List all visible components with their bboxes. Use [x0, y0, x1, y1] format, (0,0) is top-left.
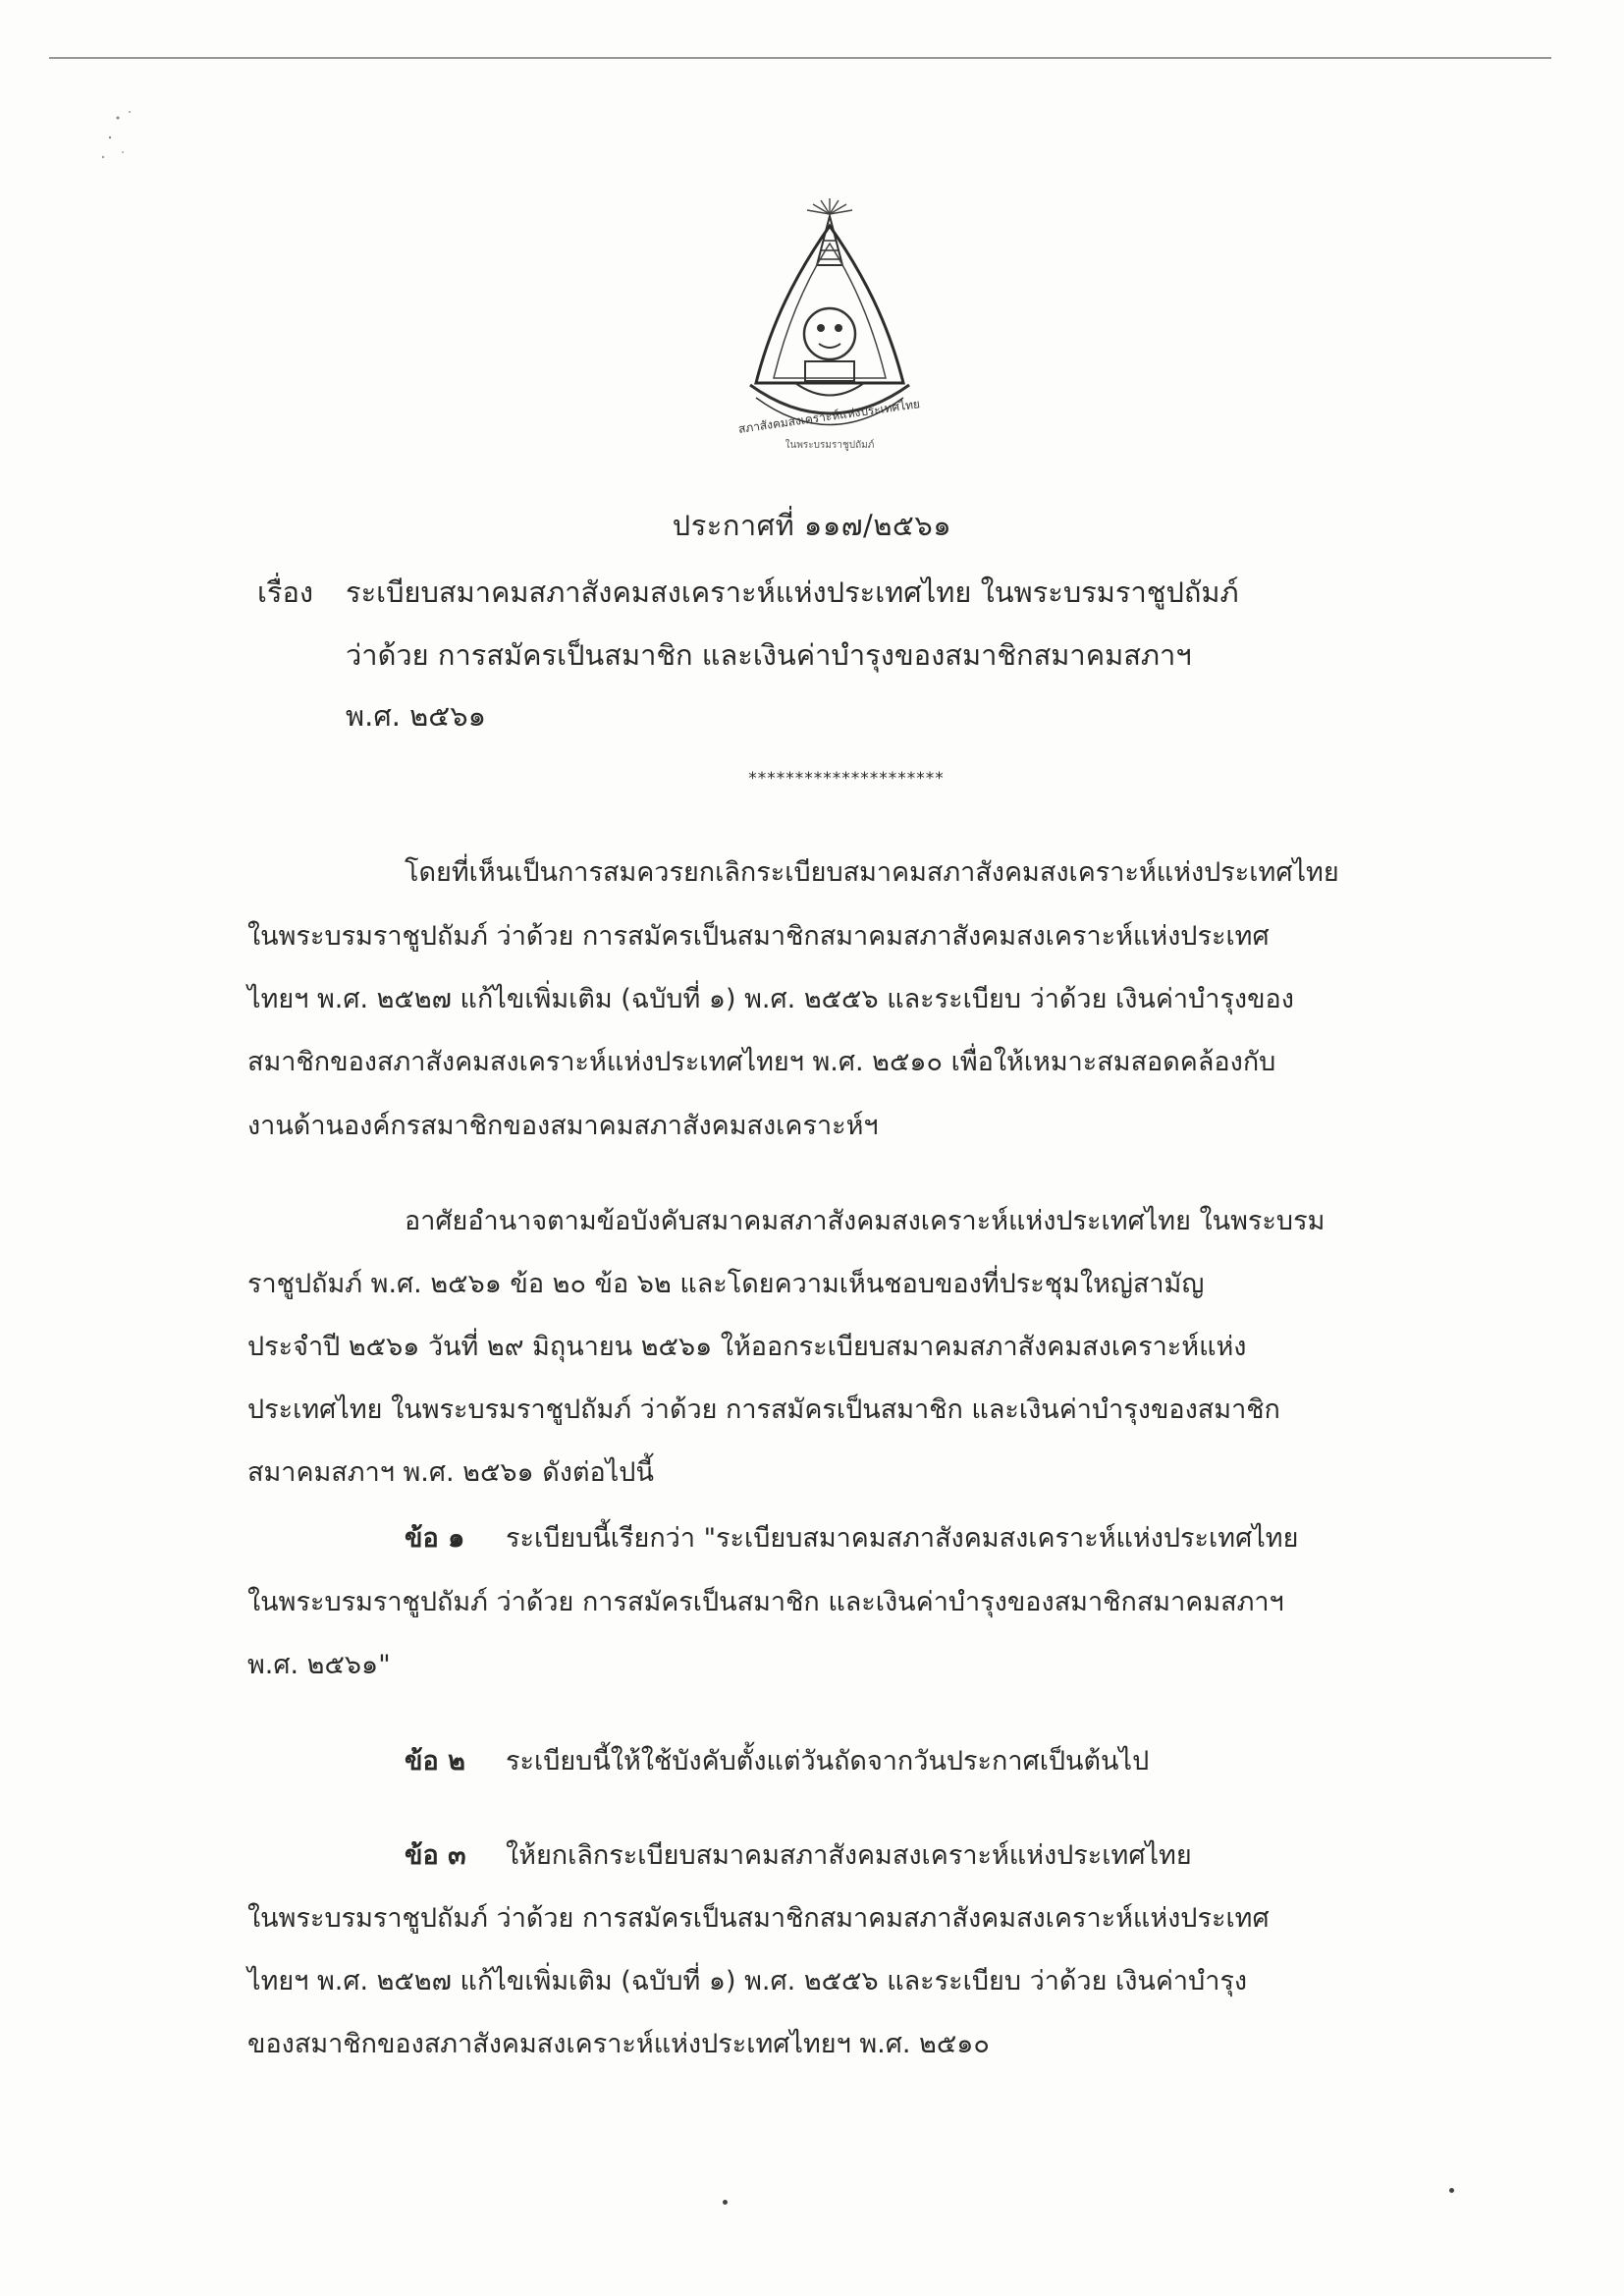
clause-2-label: ข้อ ๒ [405, 1746, 465, 1777]
paragraph-1-line: ไทยฯ พ.ศ. ๒๕๒๗ แก้ไขเพิ่มเติม (ฉบับที่ ๑) พ.ศ. ๒๕๕๖ และระเบียบ ว่าด้วย เงินค่าบำรุงของ [247, 984, 1294, 1014]
clause-1-line: ในพระบรมราชูปถัมภ์ ว่าด้วย การสมัครเป็นสมาชิก และเงินค่าบำรุงของสมาชิกสมาคมสภาฯ [247, 1587, 1284, 1617]
paragraph-1-line: โดยที่เห็นเป็นการสมควรยกเลิกระเบียบสมาคมสภาสังคมสงเคราะห์แห่งประเทศไทย [405, 857, 1339, 888]
clause-3-line: ของสมาชิกของสภาสังคมสงเคราะห์แห่งประเทศไทยฯ พ.ศ. ๒๕๑๐ [247, 2029, 990, 2059]
clause-1-line: ระเบียบนี้เรียกว่า "ระเบียบสมาคมสภาสังคมสงเคราะห์แห่งประเทศไทย [506, 1523, 1299, 1554]
separator-stars: ********************* [748, 769, 945, 789]
announcement-number: ประกาศที่ ๑๑๗/๒๕๖๑ [672, 509, 952, 542]
paragraph-1-line: สมาชิกของสภาสังคมสงเคราะห์แห่งประเทศไทยฯ พ.ศ. ๒๕๑๐ เพื่อให้เหมาะสมสอดคล้องกับ [247, 1047, 1276, 1077]
paragraph-1-line: งานด้านองค์กรสมาชิกของสมาคมสภาสังคมสงเคราะห์ฯ [247, 1111, 879, 1141]
subject-year: พ.ศ. ๒๕๖๑ [346, 699, 487, 733]
top-scan-rule [49, 57, 1551, 59]
clause-1-line: พ.ศ. ๒๕๖๑" [247, 1650, 391, 1680]
paragraph-1-line: ในพระบรมราชูปถัมภ์ ว่าด้วย การสมัครเป็นสมาชิกสมาคมสภาสังคมสงเคราะห์แห่งประเทศ [247, 921, 1270, 952]
clause-3-line: ไทยฯ พ.ศ. ๒๕๒๗ แก้ไขเพิ่มเติม (ฉบับที่ ๑) พ.ศ. ๒๕๕๖ และระเบียบ ว่าด้วย เงินค่าบำรุง [247, 1966, 1248, 1996]
paragraph-2-line: ประจำปี ๒๕๖๑ วันที่ ๒๙ มิถุนายน ๒๕๖๑ ให้ออกระเบียบสมาคมสภาสังคมสงเคราะห์แห่ง [247, 1332, 1247, 1362]
scan-specks [88, 98, 206, 187]
clause-1-label: ข้อ ๑ [405, 1523, 465, 1554]
subject-line-2: ว่าด้วย การสมัครเป็นสมาชิก และเงินค่าบำรุงของสมาชิกสมาคมสภาฯ [346, 638, 1192, 672]
scan-dot [723, 2200, 728, 2205]
scan-dot [1449, 2188, 1454, 2193]
social-welfare-council-emblem-icon [727, 196, 933, 462]
subject-line-1: ระเบียบสมาคมสภาสังคมสงเคราะห์แห่งประเทศไทย ในพระบรมราชูปถัมภ์ [346, 575, 1239, 609]
clause-3-line: ในพระบรมราชูปถัมภ์ ว่าด้วย การสมัครเป็นสมาชิกสมาคมสภาสังคมสงเคราะห์แห่งประเทศ [247, 1903, 1270, 1934]
clause-3-label: ข้อ ๓ [405, 1840, 466, 1871]
paragraph-2-line: อาศัยอำนาจตามข้อบังคับสมาคมสภาสังคมสงเคราะห์แห่งประเทศไทย ในพระบรม [405, 1206, 1326, 1236]
paragraph-2-line: ราชูปถัมภ์ พ.ศ. ๒๕๖๑ ข้อ ๒๐ ข้อ ๖๒ และโดยความเห็นชอบของที่ประชุมใหญ่สามัญ [247, 1269, 1205, 1299]
clause-3-line: ให้ยกเลิกระเบียบสมาคมสภาสังคมสงเคราะห์แห่งประเทศไทย [506, 1840, 1192, 1871]
paragraph-2-line: สมาคมสภาฯ พ.ศ. ๒๕๖๑ ดังต่อไปนี้ [247, 1457, 654, 1488]
emblem-sub-caption: ในพระบรมราชูปถัมภ์ [785, 440, 875, 451]
subject-label: เรื่อง [257, 575, 314, 609]
clause-2-line: ระเบียบนี้ให้ใช้บังคับตั้งแต่วันถัดจากวันประกาศเป็นต้นไป [506, 1746, 1150, 1777]
emblem-caption: สภาสังคมสงเคราะห์แห่งประเทศไทย [737, 397, 921, 436]
paragraph-2-line: ประเทศไทย ในพระบรมราชูปถัมภ์ ว่าด้วย การสมัครเป็นสมาชิก และเงินค่าบำรุงของสมาชิก [247, 1394, 1280, 1425]
